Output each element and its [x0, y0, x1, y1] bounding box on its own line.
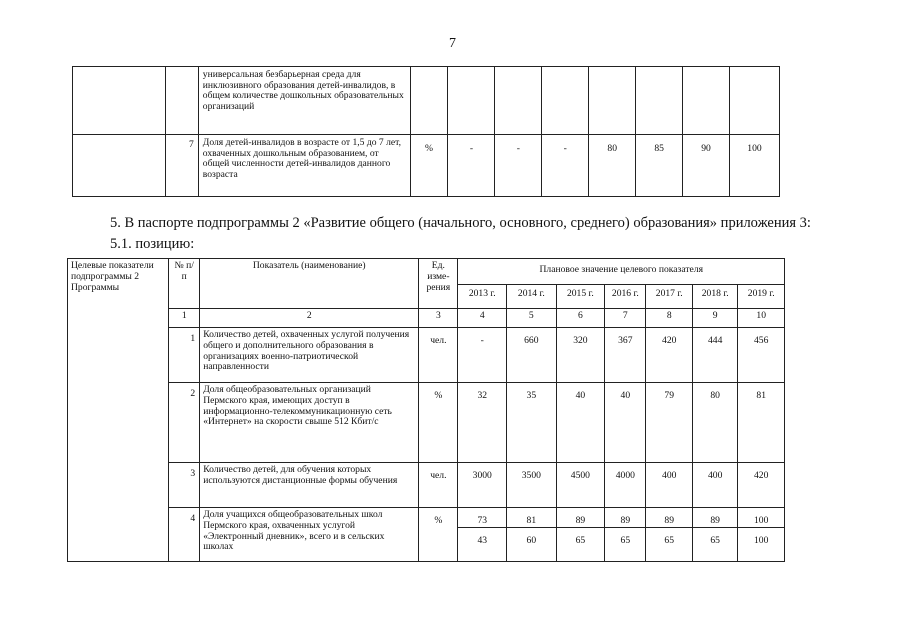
value-cell: 73	[458, 508, 507, 528]
header-row	[68, 259, 785, 285]
value-cell: 65	[556, 528, 605, 562]
table-row	[68, 508, 785, 528]
value-cell: 100	[738, 528, 785, 562]
value-cell: 65	[605, 528, 646, 562]
paragraph-position: 5.1. позицию:	[110, 236, 195, 252]
indicator-name: Количество детей, охваченных услугой получения общего и дополнительного образования в организациях военно-патриотической направленности	[200, 328, 419, 383]
header-unit: Ед. изме- рения	[419, 259, 458, 309]
value-cell: 65	[646, 528, 692, 562]
value-cell	[448, 67, 495, 135]
unit-cell: чел.	[419, 328, 458, 383]
value-cell: -	[495, 135, 542, 197]
value-cell: 80	[692, 383, 737, 463]
table-row	[73, 135, 780, 197]
value-cell: 40	[556, 383, 605, 463]
value-cell: 367	[605, 328, 646, 383]
value-cell: 89	[605, 508, 646, 528]
indicator-name: Доля детей-инвалидов в возрасте от 1,5 до 7 лет, охваченных дошкольным образованием, от общей численности детей-инвалидов данного возраста	[198, 135, 410, 197]
column-numbers-row	[68, 309, 785, 328]
value-cell: -	[448, 135, 495, 197]
table-row	[68, 328, 785, 383]
value-cell: 85	[636, 135, 683, 197]
row-index	[165, 67, 198, 135]
unit-cell: %	[419, 508, 458, 562]
value-cell: 89	[692, 508, 737, 528]
value-cell: -	[458, 328, 507, 383]
year-header: 2017 г.	[646, 285, 692, 309]
value-cell: 4000	[605, 463, 646, 508]
unit-cell: %	[410, 135, 448, 197]
value-cell: 79	[646, 383, 692, 463]
value-cell: 89	[646, 508, 692, 528]
value-cell: 40	[605, 383, 646, 463]
value-cell: 456	[738, 328, 785, 383]
year-header: 2015 г.	[556, 285, 605, 309]
value-cell: 100	[730, 135, 780, 197]
column-number: 1	[169, 309, 200, 328]
value-cell: 32	[458, 383, 507, 463]
column-number: 7	[605, 309, 646, 328]
table-row	[68, 383, 785, 463]
value-cell: 420	[646, 328, 692, 383]
table-row	[68, 463, 785, 508]
value-cell	[495, 67, 542, 135]
value-cell: -	[542, 135, 589, 197]
value-cell: 444	[692, 328, 737, 383]
indicator-name: универсальная безбарьерная среда для инклюзивного образования детей-инвалидов, в общем количестве дошкольных образовательных организаций	[198, 67, 410, 135]
value-cell	[683, 67, 730, 135]
page-number: 7	[449, 36, 456, 51]
value-cell: 35	[507, 383, 557, 463]
unit-cell: чел.	[419, 463, 458, 508]
value-cell: 420	[738, 463, 785, 508]
value-cell	[636, 67, 683, 135]
row-index: 7	[165, 135, 198, 197]
year-header: 2018 г.	[692, 285, 737, 309]
header-indicator: Показатель (наименование)	[200, 259, 419, 309]
value-cell	[589, 67, 636, 135]
continuation-table	[72, 66, 780, 197]
row-index: 1	[169, 328, 200, 383]
value-cell: 400	[646, 463, 692, 508]
value-cell: 81	[507, 508, 557, 528]
target-label: Целевые показатели подпрограммы 2 Программы	[68, 259, 169, 562]
value-cell	[730, 67, 780, 135]
header-plan: Плановое значение целевого показателя	[458, 259, 785, 285]
table-row	[73, 67, 780, 135]
column-number: 3	[419, 309, 458, 328]
year-header: 2014 г.	[507, 285, 557, 309]
row-index: 4	[169, 508, 200, 562]
value-cell: 80	[589, 135, 636, 197]
column-number: 10	[738, 309, 785, 328]
value-cell: 43	[458, 528, 507, 562]
target-cell	[73, 67, 166, 135]
targets-table	[67, 258, 785, 562]
year-header: 2016 г.	[605, 285, 646, 309]
year-header: 2013 г.	[458, 285, 507, 309]
value-cell: 4500	[556, 463, 605, 508]
column-number: 5	[507, 309, 557, 328]
unit-cell	[410, 67, 448, 135]
indicator-name: Доля общеобразовательных организаций Пермского края, имеющих доступ в информационно-телекоммуникационную сеть «Интернет» на скорости свыше 512 Кбит/с	[200, 383, 419, 463]
year-header: 2019 г.	[738, 285, 785, 309]
column-number: 2	[200, 309, 419, 328]
column-number: 6	[556, 309, 605, 328]
value-cell	[542, 67, 589, 135]
value-cell: 3500	[507, 463, 557, 508]
indicator-name: Доля учащихся общеобразовательных школ Пермского края, охваченных услугой «Электронный дневник», всего и в сельских школах	[200, 508, 419, 562]
value-cell: 660	[507, 328, 557, 383]
value-cell: 90	[683, 135, 730, 197]
row-index: 3	[169, 463, 200, 508]
header-num: № п/п	[169, 259, 200, 309]
row-index: 2	[169, 383, 200, 463]
value-cell: 400	[692, 463, 737, 508]
value-cell: 89	[556, 508, 605, 528]
paragraph-amendment: 5. В паспорте подпрограммы 2 «Развитие общего (начального, основного, среднего) образования» приложения 3:	[110, 215, 811, 231]
value-cell: 60	[507, 528, 557, 562]
value-cell: 100	[738, 508, 785, 528]
column-number: 9	[692, 309, 737, 328]
column-number: 4	[458, 309, 507, 328]
target-cell	[73, 135, 166, 197]
value-cell: 65	[692, 528, 737, 562]
indicator-name: Количество детей, для обучения которых используются дистанционные формы обучения	[200, 463, 419, 508]
unit-cell: %	[419, 383, 458, 463]
value-cell: 320	[556, 328, 605, 383]
value-cell: 3000	[458, 463, 507, 508]
column-number: 8	[646, 309, 692, 328]
value-cell: 81	[738, 383, 785, 463]
